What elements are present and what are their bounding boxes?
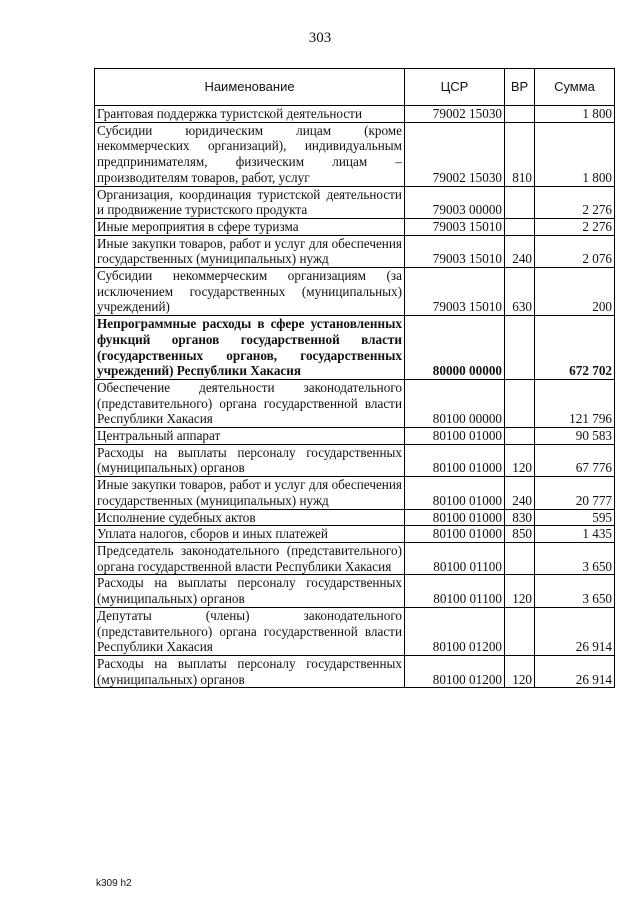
cell-sum: 2 276 bbox=[535, 186, 615, 218]
table-row bbox=[95, 235, 615, 267]
cell-name: Грантовая поддержка туристской деятельности bbox=[95, 106, 405, 123]
cell-sum: 3 650 bbox=[535, 542, 615, 574]
cell-vr bbox=[505, 607, 535, 655]
cell-csr: 79003 15010 bbox=[405, 235, 505, 267]
table-row bbox=[95, 218, 615, 235]
cell-sum: 2 076 bbox=[535, 235, 615, 267]
cell-sum: 90 583 bbox=[535, 428, 615, 445]
table-row bbox=[95, 268, 615, 316]
cell-csr: 80100 01000 bbox=[405, 526, 505, 543]
cell-name: Непрограммные расходы в сфере установленных функций органов государственной власти (государственных органов, государственных учреждений) Республики Хакасия bbox=[95, 316, 405, 380]
table-row bbox=[95, 186, 615, 218]
header-sum: Сумма bbox=[535, 69, 615, 106]
cell-sum: 1 800 bbox=[535, 106, 615, 123]
cell-csr: 79002 15030 bbox=[405, 106, 505, 123]
cell-name: Уплата налогов, сборов и иных платежей bbox=[95, 526, 405, 543]
cell-csr: 79003 15010 bbox=[405, 268, 505, 316]
cell-name: Расходы на выплаты персоналу государственных (муниципальных) органов bbox=[95, 444, 405, 476]
cell-csr: 80100 01000 bbox=[405, 509, 505, 526]
cell-csr: 80100 01000 bbox=[405, 477, 505, 509]
cell-vr: 830 bbox=[505, 509, 535, 526]
cell-vr: 120 bbox=[505, 575, 535, 607]
cell-csr: 80100 01200 bbox=[405, 607, 505, 655]
cell-name: Организация, координация туристской деятельности и продвижение туристского продукта bbox=[95, 186, 405, 218]
table-row bbox=[95, 106, 615, 123]
cell-vr: 120 bbox=[505, 655, 535, 687]
cell-vr: 810 bbox=[505, 122, 535, 186]
cell-vr: 850 bbox=[505, 526, 535, 543]
cell-sum: 3 650 bbox=[535, 575, 615, 607]
table-row bbox=[95, 655, 615, 687]
table-row bbox=[95, 122, 615, 186]
cell-csr: 79002 15030 bbox=[405, 122, 505, 186]
table-row bbox=[95, 379, 615, 427]
cell-sum: 1 800 bbox=[535, 122, 615, 186]
cell-csr: 80100 01100 bbox=[405, 542, 505, 574]
header-vr: ВР bbox=[505, 69, 535, 106]
table-row bbox=[95, 509, 615, 526]
cell-sum: 200 bbox=[535, 268, 615, 316]
cell-sum: 595 bbox=[535, 509, 615, 526]
cell-csr: 80100 00000 bbox=[405, 379, 505, 427]
cell-vr: 240 bbox=[505, 235, 535, 267]
cell-name: Депутаты (члены) законодательного (представительного) органа государственной власти Республики Хакасия bbox=[95, 607, 405, 655]
cell-csr: 80000 00000 bbox=[405, 316, 505, 380]
cell-vr bbox=[505, 316, 535, 380]
cell-name: Субсидии юридическим лицам (кроме некоммерческих организаций), индивидуальным предпринимателям, физическим лицам – производителям товаров, работ, услуг bbox=[95, 122, 405, 186]
cell-vr bbox=[505, 542, 535, 574]
budget-table bbox=[94, 68, 615, 688]
cell-vr bbox=[505, 218, 535, 235]
cell-csr: 79003 00000 bbox=[405, 186, 505, 218]
header-csr: ЦСР bbox=[405, 69, 505, 106]
cell-name: Иные мероприятия в сфере туризма bbox=[95, 218, 405, 235]
cell-name: Субсидии некоммерческим организациям (за исключением государственных (муниципальных) учреждений) bbox=[95, 268, 405, 316]
table-row bbox=[95, 526, 615, 543]
table-row bbox=[95, 575, 615, 607]
table-header-row bbox=[95, 69, 615, 106]
cell-vr bbox=[505, 106, 535, 123]
cell-sum: 26 914 bbox=[535, 607, 615, 655]
cell-name: Центральный аппарат bbox=[95, 428, 405, 445]
cell-sum: 672 702 bbox=[535, 316, 615, 380]
table-body bbox=[95, 106, 615, 688]
cell-vr bbox=[505, 186, 535, 218]
table-row bbox=[95, 444, 615, 476]
cell-name: Иные закупки товаров, работ и услуг для обеспечения государственных (муниципальных) нужд bbox=[95, 235, 405, 267]
cell-name: Иные закупки товаров, работ и услуг для обеспечения государственных (муниципальных) нужд bbox=[95, 477, 405, 509]
cell-sum: 121 796 bbox=[535, 379, 615, 427]
cell-vr: 630 bbox=[505, 268, 535, 316]
cell-name: Расходы на выплаты персоналу государственных (муниципальных) органов bbox=[95, 575, 405, 607]
table-row bbox=[95, 607, 615, 655]
cell-name: Обеспечение деятельности законодательного (представительного) органа государственной власти Республики Хакасия bbox=[95, 379, 405, 427]
header-name: Наименование bbox=[95, 69, 405, 106]
table-row bbox=[95, 316, 615, 380]
page-number: 303 bbox=[308, 30, 332, 46]
table-row bbox=[95, 542, 615, 574]
cell-vr: 120 bbox=[505, 444, 535, 476]
cell-name: Расходы на выплаты персоналу государственных (муниципальных) органов bbox=[95, 655, 405, 687]
cell-vr: 240 bbox=[505, 477, 535, 509]
cell-csr: 80100 01200 bbox=[405, 655, 505, 687]
cell-csr: 80100 01000 bbox=[405, 428, 505, 445]
cell-sum: 2 276 bbox=[535, 218, 615, 235]
cell-csr: 80100 01000 bbox=[405, 444, 505, 476]
cell-sum: 20 777 bbox=[535, 477, 615, 509]
cell-vr bbox=[505, 379, 535, 427]
table-row bbox=[95, 428, 615, 445]
cell-sum: 67 776 bbox=[535, 444, 615, 476]
cell-name: Исполнение судебных актов bbox=[95, 509, 405, 526]
footer-code: k309 h2 bbox=[96, 878, 132, 889]
cell-vr bbox=[505, 428, 535, 445]
cell-name: Председатель законодательного (представительного) органа государственной власти Республики Хакасия bbox=[95, 542, 405, 574]
cell-csr: 79003 15010 bbox=[405, 218, 505, 235]
cell-sum: 1 435 bbox=[535, 526, 615, 543]
cell-csr: 80100 01100 bbox=[405, 575, 505, 607]
cell-sum: 26 914 bbox=[535, 655, 615, 687]
table-row bbox=[95, 477, 615, 509]
